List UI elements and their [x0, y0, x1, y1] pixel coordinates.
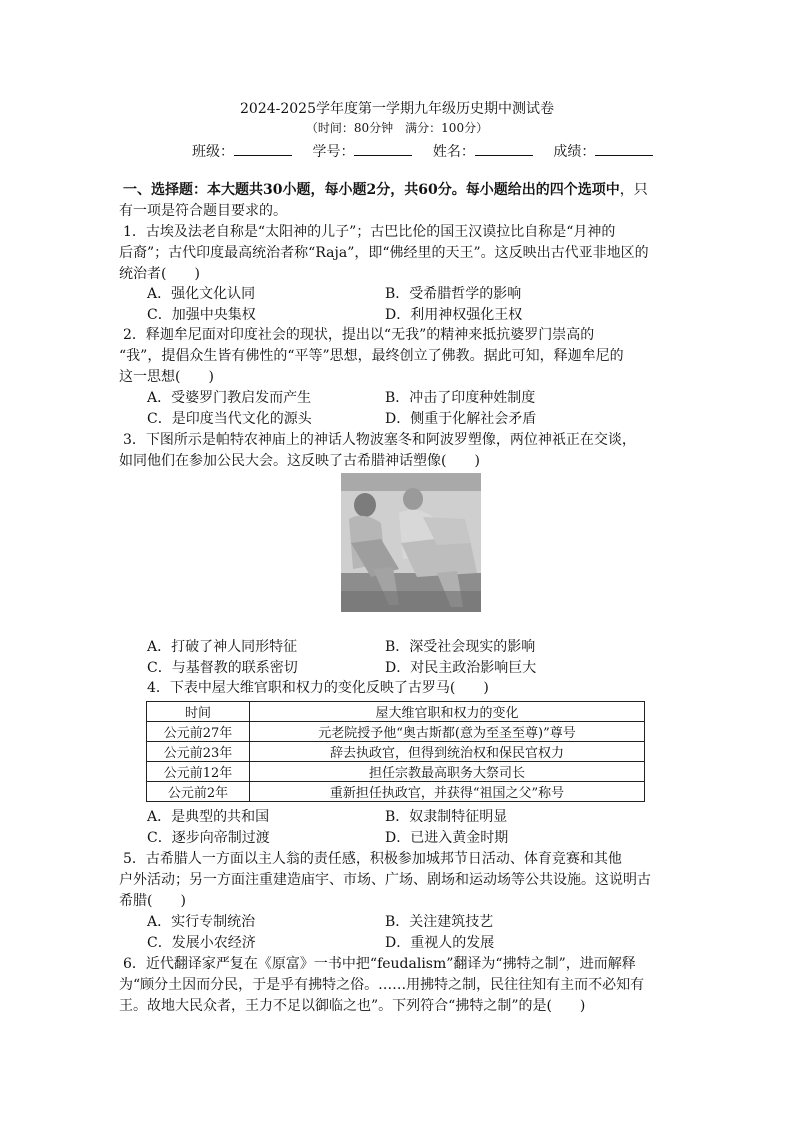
- exam-subtitle: （时间：80分钟 满分：100分）: [305, 121, 489, 135]
- q4-option-d[interactable]: D．已进入黄金时期: [385, 830, 509, 846]
- q4-option-c[interactable]: C．逐步向帝制过渡: [147, 830, 270, 846]
- table-cell-year: 公元前2年: [147, 782, 250, 802]
- student-info-row: [192, 141, 669, 161]
- table-cell-change: 元老院授予他“奥古斯都(意为至圣至尊)”尊号: [250, 722, 645, 742]
- q3-line-1: 3．下图所示是帕特农神庙上的神话人物波塞冬和阿波罗塑像，两位神祇正在交谈，: [123, 432, 636, 448]
- q5-line-3: 希腊( ): [119, 893, 186, 909]
- q5-option-b[interactable]: B．关注建筑技艺: [385, 914, 494, 930]
- q6-line-2: 为“顾分土因而分民，于是乎有拂特之俗。……用拂特之制，民往往知有主而不必知有: [119, 977, 645, 993]
- section-heading-line2: 有一项是符合题目要求的。: [119, 203, 287, 219]
- name-blank[interactable]: [475, 141, 533, 156]
- section-heading: [123, 180, 648, 200]
- q2-option-a[interactable]: A．受婆罗门教启发而产生: [147, 390, 312, 406]
- q5-line-1: 5．古希腊人一方面以主人翁的责任感，积极参加城邦节日活动、体育竞赛和其他: [123, 851, 622, 867]
- table-row: [147, 782, 645, 802]
- q2-option-c[interactable]: C．是印度当代文化的源头: [147, 411, 312, 427]
- q1-line-3: 统治者( ): [119, 266, 200, 282]
- table-row: [147, 762, 645, 782]
- class-label: 班级：: [192, 144, 234, 160]
- table-row: [147, 742, 645, 762]
- q3-option-d[interactable]: D．对民主政治影响巨大: [385, 660, 537, 676]
- q5-option-a[interactable]: A．实行专制统治: [147, 914, 256, 930]
- table-cell-year: 公元前27年: [147, 722, 250, 742]
- relief-sculpture-drawing: [341, 473, 481, 612]
- q1-option-b[interactable]: B．受希腊哲学的影响: [385, 286, 522, 302]
- q5-line-2: 户外活动；另一方面注重建造庙宇、市场、广场、剧场和运动场等公共设施。这说明古: [119, 872, 651, 888]
- q2-option-d[interactable]: D．侧重于化解社会矛盾: [385, 411, 537, 427]
- table-cell-change: 重新担任执政官，并获得“祖国之父”称号: [250, 782, 645, 802]
- relief-sculpture-image: [341, 473, 481, 612]
- q1-option-d[interactable]: D．利用神权强化王权: [385, 307, 523, 323]
- number-blank[interactable]: [354, 141, 412, 156]
- q1-line-2: 后裔”；古代印度最高统治者称“Raja”，即“佛经里的天王”。这反映出古代亚非地区的: [119, 245, 649, 261]
- table-cell-change: 担任宗教最高职务大祭司长: [250, 762, 645, 782]
- number-label: 学号：: [312, 144, 355, 160]
- q2-line-2: “我”，提倡众生皆有佛性的“平等”思想，最终创立了佛教。据此可知，释迦牟尼的: [119, 348, 624, 364]
- q3-option-b[interactable]: B．深受社会现实的影响: [385, 639, 536, 655]
- section-heading-bold-2: 四个选项中: [549, 182, 620, 198]
- table-cell-change: 辞去执政官，但得到统治权和保民官权力: [250, 742, 645, 762]
- q3-option-c[interactable]: C．与基督教的联系密切: [147, 660, 298, 676]
- q4-line: 4．下表中屋大维官职和权力的变化反映了古罗马( ): [147, 680, 489, 696]
- q1-option-a[interactable]: A．强化文化认同: [147, 286, 256, 302]
- q2-line-1: 2．释迦牟尼面对印度社会的现状，提出以“无我”的精神来抵抗婆罗门崇高的: [123, 327, 595, 343]
- q3-option-a[interactable]: A．打破了神人同形特征: [147, 639, 298, 655]
- exam-title: 2024-2025学年度第一学期九年级历史期中测试卷: [240, 101, 554, 117]
- q1-option-c[interactable]: C．加强中央集权: [147, 307, 256, 323]
- q5-option-c[interactable]: C．发展小农经济: [147, 935, 256, 951]
- section-heading-rest: ，只: [619, 182, 648, 198]
- q4-option-b[interactable]: B．奴隶制特征明显: [385, 809, 508, 825]
- table-row: [147, 722, 645, 742]
- q6-line-3: 王。故地大民众者，王力不足以御临之也”。下列符合“拂特之制”的是( ): [119, 998, 586, 1014]
- table-header-time: 时间: [147, 702, 250, 722]
- octavian-table: [146, 701, 645, 802]
- section-heading-bold: 一、选择题：本大题共30小题，每小题2分，共60分。每小题给出的: [123, 182, 550, 198]
- q1-line-1: 1．古埃及法老自称是“太阳神的儿子”；古巴比伦的国王汉谟拉比自称是“月神的: [123, 224, 616, 240]
- table-cell-year: 公元前23年: [147, 742, 250, 762]
- q3-line-2: 如同他们在参加公民大会。这反映了古希腊神话塑像( ): [119, 453, 480, 469]
- q2-line-3: 这一思想( ): [119, 369, 214, 385]
- table-header-row: [147, 702, 645, 722]
- q6-line-1: 6．近代翻译家严复在《原富》一书中把“feudalism”翻译为“拂特之制”，进而解释: [123, 956, 636, 972]
- table-cell-year: 公元前12年: [147, 762, 250, 782]
- q4-option-a[interactable]: A．是典型的共和国: [147, 809, 270, 825]
- name-label: 姓名：: [432, 144, 475, 160]
- q5-option-d[interactable]: D．重视人的发展: [385, 935, 495, 951]
- q2-option-b[interactable]: B．冲击了印度种姓制度: [385, 390, 536, 406]
- score-blank[interactable]: [595, 141, 653, 156]
- table-header-change: 屋大维官职和权力的变化: [250, 702, 645, 722]
- score-label: 成绩：: [553, 144, 596, 160]
- class-blank[interactable]: [234, 141, 292, 156]
